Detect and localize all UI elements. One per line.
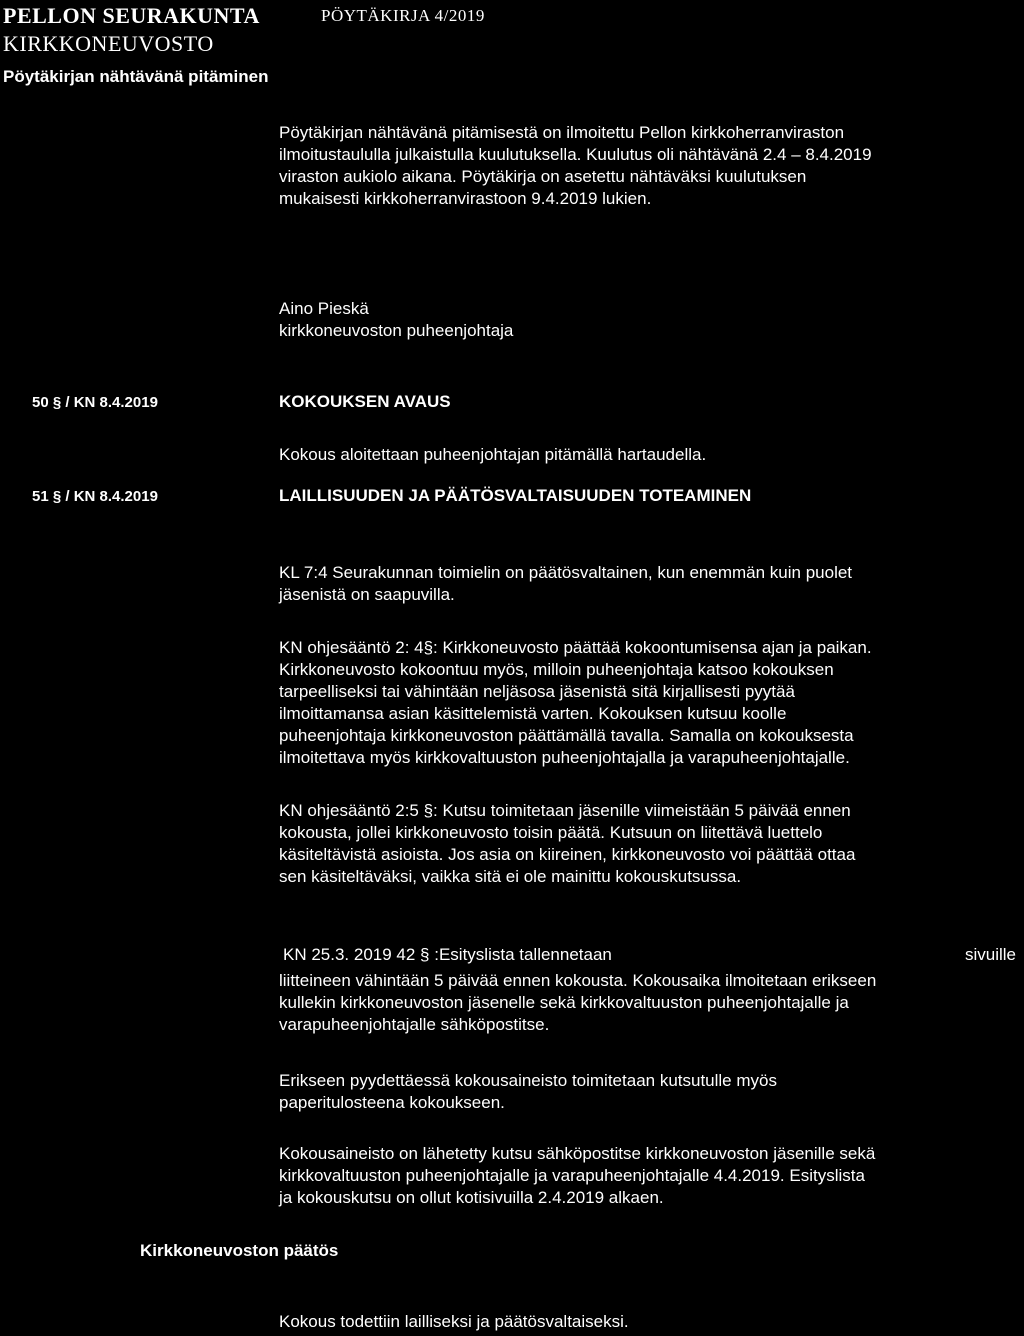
paragraph-line: paperitulosteena kokoukseen. bbox=[279, 1093, 505, 1112]
paragraph-line: kirkkovaltuuston puheenjohtajalle ja varapuheenjohtajalle 4.4.2019. Esityslista bbox=[279, 1166, 865, 1185]
kl-paragraph bbox=[279, 562, 1019, 606]
kn-25-continuation bbox=[279, 970, 1019, 1036]
paragraph-line: varapuheenjohtajalle sähköpostitse. bbox=[279, 1015, 550, 1034]
ohjesaanto-5-paragraph bbox=[279, 800, 1019, 888]
paragraph-line: ilmoitettava myös kirkkovaltuuston puheenjohtajalla ja varapuheenjohtajalle. bbox=[279, 748, 850, 767]
paragraph-line: KN ohjesääntö 2: 4§: Kirkkoneuvosto päättää kokoontumisensa ajan ja paikan. bbox=[279, 638, 872, 657]
paragraph-line: ja kokouskutsu on ollut kotisivuilla 2.4.2019 alkaen. bbox=[279, 1188, 664, 1207]
body-name: KIRKKONEUVOSTO bbox=[3, 31, 214, 56]
paragraph-line: Kokousaineisto on lähetetty kutsu sähköpostitse kirkkoneuvoston jäsenille sekä bbox=[279, 1144, 876, 1163]
paragraph-line-right: sivuille bbox=[964, 945, 1016, 964]
item-label: 51 § / KN 8.4.2019 bbox=[32, 488, 158, 505]
paragraph-line: ilmoittamansa asian käsittelemistä varten. Kokouksen kutsuu koolle bbox=[279, 704, 787, 723]
erikseen-paragraph bbox=[279, 1070, 1019, 1114]
decision-heading: Kirkkoneuvoston päätös bbox=[140, 1241, 339, 1260]
paragraph-line: kullekin kirkkoneuvoston jäsenelle sekä kirkkovaltuuston puheenjohtajalle ja bbox=[279, 993, 849, 1012]
paragraph-line: liitteineen vähintään 5 päivää ennen kokousta. Kokousaika ilmoitetaan erikseen bbox=[279, 971, 877, 990]
kn-25-paragraph bbox=[283, 944, 1024, 966]
notice-line: ilmoitustaululla julkaistulla kuulutuksella. Kuulutus oli nähtävänä 2.4 – 8.4.2019 bbox=[279, 145, 872, 164]
signature-block bbox=[279, 298, 1019, 342]
kokousaineisto-paragraph bbox=[279, 1143, 1019, 1209]
paragraph-line: kokousta, jollei kirkkoneuvosto toisin päätä. Kutsuun on liitettävä luettelo bbox=[279, 823, 823, 842]
paragraph-line-left: KN 25.3. 2019 42 § :Esityslista tallennetaan bbox=[283, 945, 612, 964]
item-title: KOKOUKSEN AVAUS bbox=[279, 392, 451, 411]
paragraph-line: sen käsiteltäväksi, vaikka sitä ei ole mainittu kokouskutsussa. bbox=[279, 867, 742, 886]
signer-name: Aino Pieskä bbox=[279, 299, 369, 318]
paragraph-line: Erikseen pyydettäessä kokousaineisto toimitetaan kutsutulle myös bbox=[279, 1071, 777, 1090]
paragraph-line: tarpeelliseksi tai vähintään neljäsosa jäsenistä sitä kirjallisesti pyytää bbox=[279, 682, 795, 701]
paragraph-line: käsiteltävistä asioista. Jos asia on kiireinen, kirkkoneuvosto voi päättää ottaa bbox=[279, 845, 856, 864]
organization-name: PELLON SEURAKUNTA bbox=[3, 3, 260, 28]
document-title: PÖYTÄKIRJA 4/2019 bbox=[321, 6, 485, 25]
section-title: Pöytäkirjan nähtävänä pitäminen bbox=[3, 67, 269, 86]
notice-paragraph bbox=[279, 122, 1019, 210]
notice-line: viraston aukiolo aikana. Pöytäkirja on asetettu nähtäväksi kuulutuksen bbox=[279, 167, 807, 186]
paragraph-line: Kirkkoneuvosto kokoontuu myös, milloin puheenjohtaja katsoo kokouksen bbox=[279, 660, 834, 679]
item-title: LAILLISUUDEN JA PÄÄTÖSVALTAISUUDEN TOTEAMINEN bbox=[279, 486, 752, 505]
decision-text: Kokous todettiin lailliseksi ja päätösvaltaiseksi. bbox=[279, 1312, 629, 1331]
notice-line: Pöytäkirjan nähtävänä pitämisestä on ilmoitettu Pellon kirkkoherranviraston bbox=[279, 123, 845, 142]
kn-25-first-line bbox=[283, 944, 1016, 966]
notice-line: mukaisesti kirkkoherranvirastoon 9.4.2019 lukien. bbox=[279, 189, 652, 208]
item-label: 50 § / KN 8.4.2019 bbox=[32, 394, 158, 411]
paragraph-line: jäsenistä on saapuvilla. bbox=[279, 585, 455, 604]
item-text: Kokous aloitettaan puheenjohtajan pitämällä hartaudella. bbox=[279, 445, 707, 464]
paragraph-line: KN ohjesääntö 2:5 §: Kutsu toimitetaan jäsenille viimeistään 5 päivää ennen bbox=[279, 801, 851, 820]
signer-title: kirkkoneuvoston puheenjohtaja bbox=[279, 321, 514, 340]
paragraph-line: KL 7:4 Seurakunnan toimielin on päätösvaltainen, kun enemmän kuin puolet bbox=[279, 563, 853, 582]
ohjesaanto-4-paragraph bbox=[279, 637, 1019, 769]
paragraph-line: puheenjohtaja kirkkoneuvoston päättämällä tavalla. Samalla on kokouksesta bbox=[279, 726, 854, 745]
